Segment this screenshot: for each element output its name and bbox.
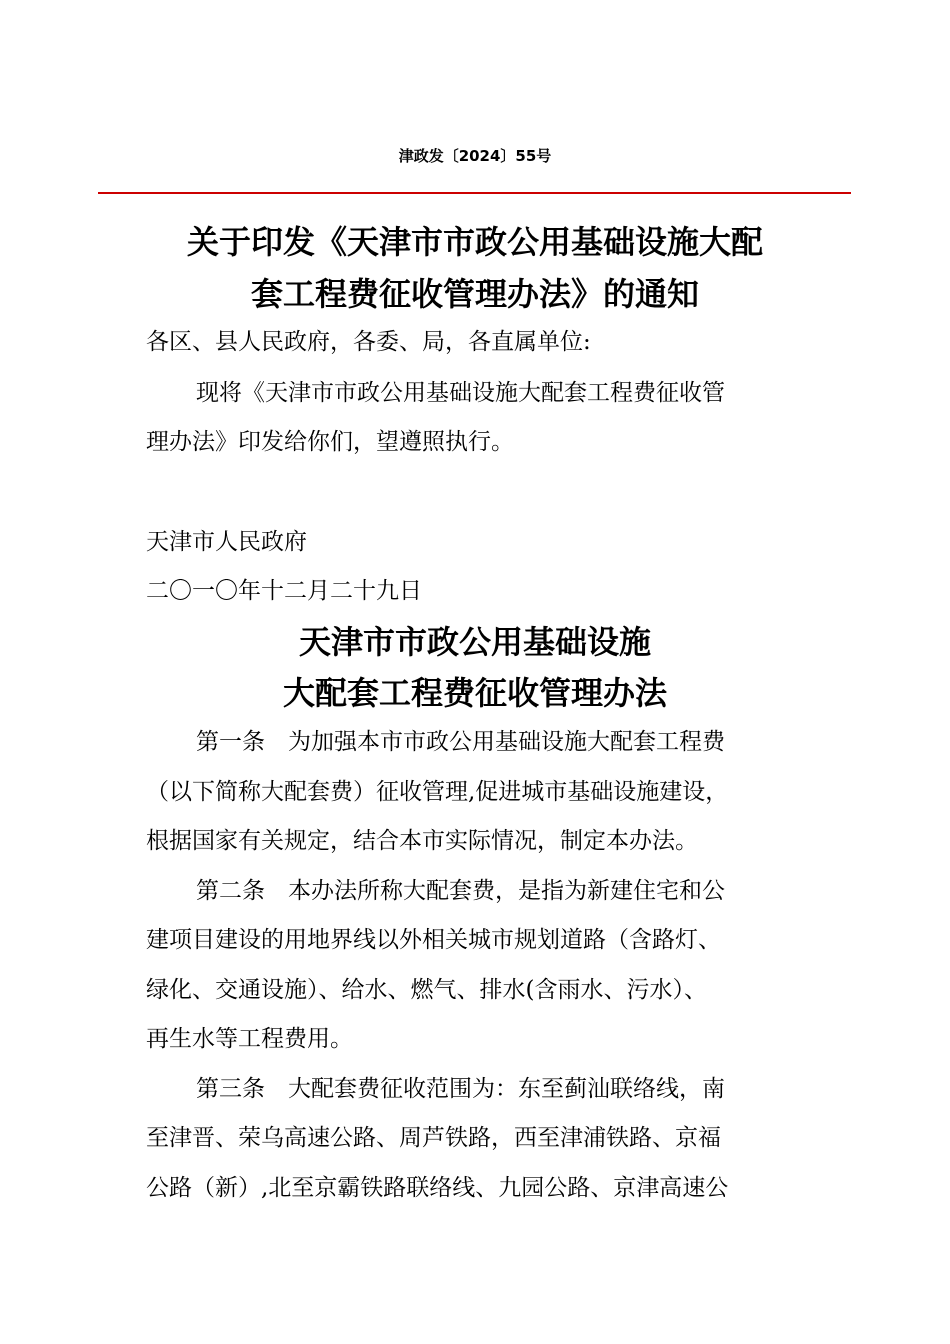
issuer: 天津市人民政府 (146, 529, 307, 555)
measures-title-line-1: 天津市市政公用基础设施 (298, 623, 651, 661)
document-number: 津政发〔2024〕55号 (398, 147, 552, 165)
article-1-line-2: （以下简称大配套费）征收管理,促进城市基础设施建设， (146, 779, 729, 805)
notice-body-line-2: 理办法》印发给你们，望遵照执行。 (146, 429, 514, 455)
article-3-line-1: 第三条 大配套费征收范围为：东至蓟汕联络线，南 (196, 1076, 725, 1102)
article-1-line-1: 第一条 为加强本市市政公用基础设施大配套工程费 (196, 729, 725, 755)
notice-title-line-1: 关于印发《天津市市政公用基础设施大配 (186, 223, 763, 261)
notice-title-line-2: 套工程费征收管理办法》的通知 (250, 275, 699, 313)
notice-body-line-1: 现将《天津市市政公用基础设施大配套工程费征收管 (196, 380, 725, 406)
article-3-line-3: 公路（新）,北至京霸铁路联络线、九园公路、京津高速公 (146, 1175, 729, 1201)
measures-title-line-2: 大配套工程费征收管理办法 (282, 674, 667, 712)
article-2-line-1: 第二条 本办法所称大配套费，是指为新建住宅和公 (196, 878, 725, 904)
article-2-line-3: 绿化、交通设施）、给水、燃气、排水(含雨水、污水）、 (146, 977, 707, 1003)
article-2-line-4: 再生水等工程费用。 (146, 1026, 353, 1052)
article-2-line-2: 建项目建设的用地界线以外相关城市规划道路（含路灯、 (146, 927, 721, 953)
article-3-line-2: 至津晋、荣乌高速公路、周芦铁路，西至津浦铁路、京福 (146, 1125, 721, 1151)
article-1-line-3: 根据国家有关规定，结合本市实际情况，制定本办法。 (146, 828, 698, 854)
salutation: 各区、县人民政府，各委、局，各直属单位: (146, 329, 591, 355)
issue-date: 二〇一〇年十二月二十九日 (146, 578, 422, 604)
red-header-rule (98, 192, 851, 194)
